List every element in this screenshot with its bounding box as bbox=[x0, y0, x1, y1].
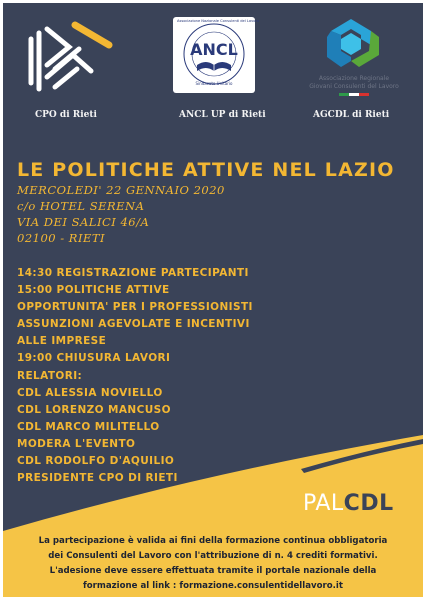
footer-line: L'adesione deve essere effettuata tramite il portale nazionale della bbox=[49, 566, 377, 576]
footer-note bbox=[7, 534, 419, 594]
event-city: 02100 - RIETI bbox=[17, 231, 106, 245]
palcdl-logo bbox=[303, 491, 394, 516]
program-line: 14:30 REGISTRAZIONE PARTECIPANTI bbox=[17, 267, 249, 279]
ancl-ring-text: Associazione Nazionale Consulenti del Lavoro bbox=[177, 19, 260, 23]
palcdl-cdl: CDL bbox=[343, 491, 394, 516]
cpo-caption: CPO di Rieti bbox=[35, 110, 97, 120]
program-line: ASSUNZIONI AGEVOLATE E INCENTIVI bbox=[17, 318, 250, 331]
event-address: VIA DEI SALICI 46/A bbox=[17, 215, 150, 229]
palcdl-pal: PAL bbox=[303, 491, 344, 516]
footer-line: formazione al link : formazione.consulentidellavoro.it bbox=[83, 581, 343, 591]
flyer bbox=[3, 3, 423, 597]
program-line: CDL ALESSIA NOVIELLO bbox=[17, 386, 163, 399]
footer-line: dei Consulenti del Lavoro con l'attribuzione di n. 4 crediti formativi. bbox=[48, 551, 378, 561]
program-line: MODERA L'EVENTO bbox=[17, 437, 136, 450]
agcdl-caption: AGCDL di Rieti bbox=[313, 110, 390, 120]
program-line: ALLE IMPRESE bbox=[17, 335, 107, 348]
event-date: MERCOLEDI' 22 GENNAIO 2020 bbox=[17, 183, 225, 197]
program-line: OPPORTUNITA' PER I PROFESSIONISTI bbox=[17, 301, 253, 314]
program-line: RELATORI: bbox=[17, 369, 83, 382]
program-line: CDL MARCO MILITELLO bbox=[17, 420, 160, 433]
program-line: CDL LORENZO MANCUSO bbox=[17, 403, 171, 416]
program-line: PRESIDENTE CPO DI RIETI bbox=[17, 472, 178, 485]
agcdl-sub-line1: Associazione Regionale bbox=[318, 75, 390, 82]
event-venue: c/o HOTEL SERENA bbox=[17, 199, 145, 213]
ancl-caption: ANCL UP di Rieti bbox=[179, 110, 266, 120]
program-line: CDL RODOLFO D'AQUILIO bbox=[17, 455, 175, 468]
footer-line: La partecipazione è valida ai fini della formazione continua obbligatoria bbox=[38, 536, 388, 546]
agcdl-sub-line2: Giovani Consulenti del Lavoro bbox=[309, 83, 399, 90]
program-line: 15:00 POLITICHE ATTIVE bbox=[17, 284, 170, 297]
event-title: LE POLITICHE ATTIVE NEL LAZIO bbox=[17, 159, 395, 181]
ancl-brand: ANCL bbox=[190, 40, 238, 59]
ancl-ring-text-bottom: Sindacato Unitario bbox=[195, 81, 233, 86]
program-line: 19:00 CHIUSURA LAVORI bbox=[17, 352, 171, 365]
